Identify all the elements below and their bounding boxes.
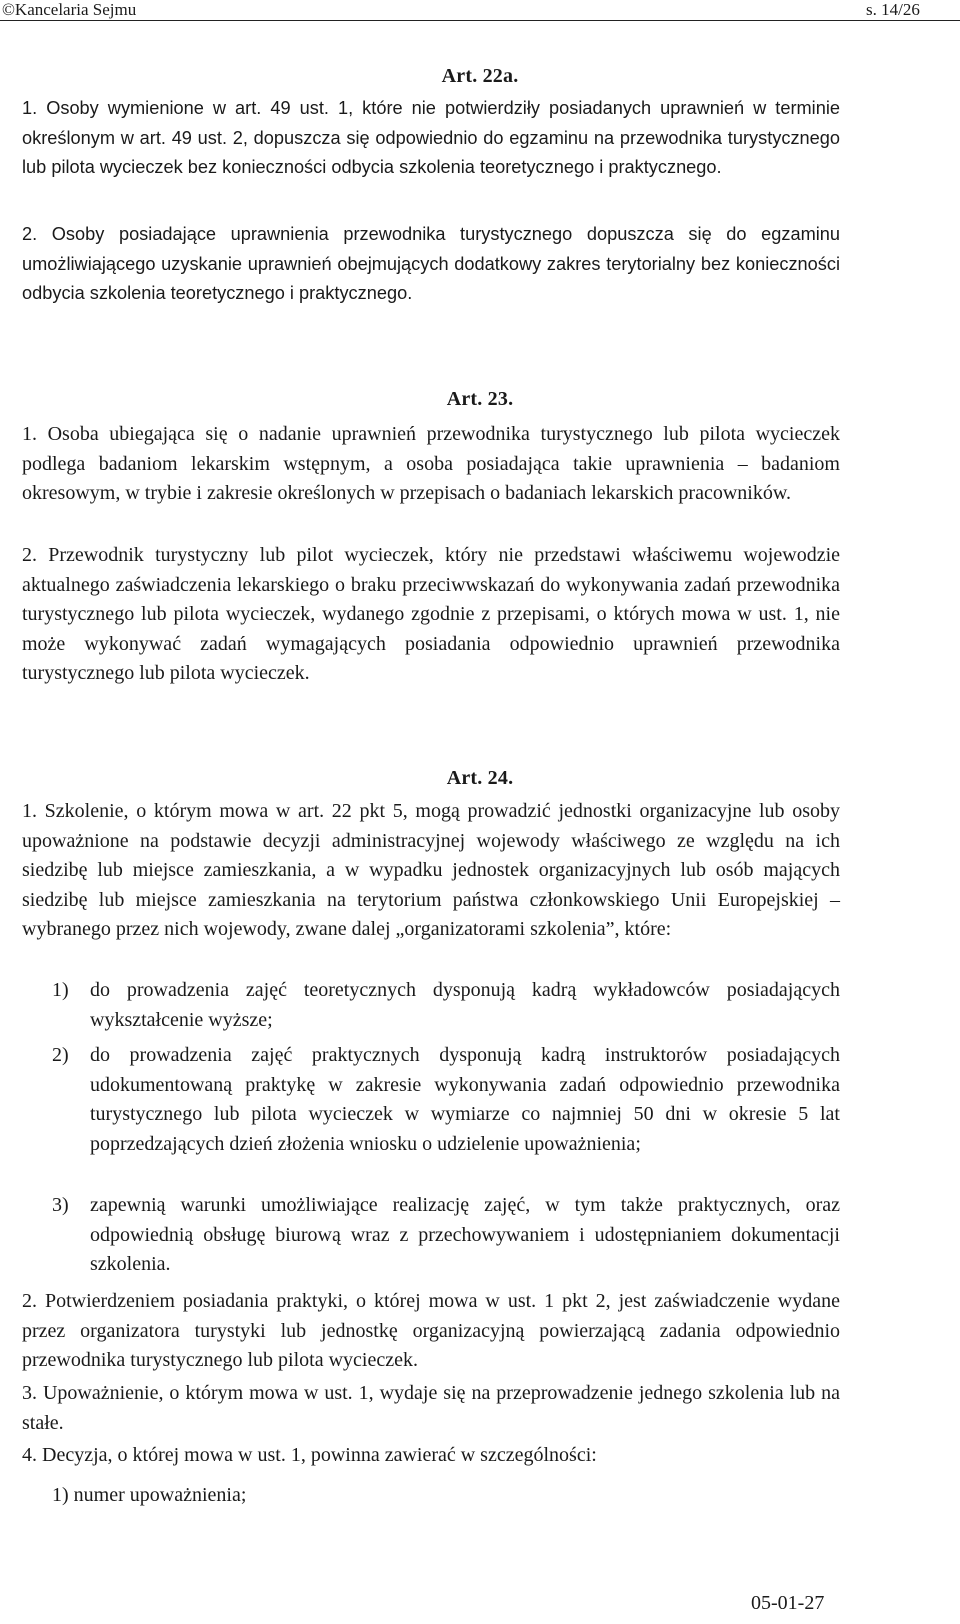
article-23-title: Art. 23.: [446, 388, 514, 410]
header-divider: [0, 20, 960, 21]
article-24-paragraph-2: 2. Potwierdzeniem posiadania praktyki, o której mowa w ust. 1 pkt 2, jest zaświadczenie wydane przez organizatora turystyki lub jednostkę organizacyjną powierzającą zadania odpowiednio przewodnika turystycznego lub pilota wycieczek.: [22, 1290, 840, 1371]
article-22a-paragraph-1: 1. Osoby wymienione w art. 49 ust. 1, które nie potwierdziły posiadanych uprawnień w terminie określonym w art. 49 ust. 2, dopuszcza się odpowiednio do egzaminu na przewodnika turystycznego lub pilota wycieczek bez konieczności odbycia szkolenia teoretycznego i praktycznego.: [22, 98, 840, 177]
article-24-paragraph-4: 4. Decyzja, o której mowa w ust. 1, powinna zawierać w szczególności:: [22, 1444, 597, 1466]
item-number: 2): [52, 1044, 69, 1066]
article-24-paragraph-1: 1. Szkolenie, o którym mowa w art. 22 pkt 5, mogą prowadzić jednostki organizacyjne lub osoby upoważnione na podstawie decyzji administracyjnej wojewody właściwego ze względu na ich siedzibę lub miejsce zamieszkania, a w wypadku jednostek organizacyjnych lub osób mających siedzibę lub miejsce zamieszkania na terytorium państwa członkowskiego Unii Europejskiej – wybranego przez nich wojewody, zwane dalej „organizatorami szkolenia”, które:: [22, 800, 840, 940]
article-24-paragraph-3: 3. Upoważnienie, o którym mowa w ust. 1, wydaje się na przeprowadzenie jednego szkolenia lub na stałe.: [22, 1382, 840, 1434]
article-22a-paragraph-2: 2. Osoby posiadające uprawnienia przewodnika turystycznego dopuszcza się do egzaminu umożliwiającego uzyskanie uprawnień obejmujących dodatkowy zakres terytorialny bez konieczności odbycia szkolenia teoretycznego i praktycznego.: [22, 224, 840, 303]
item-number: 1): [52, 979, 69, 1001]
article-24-paragraph-4-item-1: 1) numer upoważnienia;: [52, 1484, 247, 1506]
article-24-item-1: [52, 976, 840, 1035]
article-24-title: Art. 24.: [446, 767, 514, 789]
article-23-paragraph-2: 2. Przewodnik turystyczny lub pilot wycieczek, który nie przedstawi właściwemu wojewodzie aktualnego zaświadczenia lekarskiego o braku przeciwwskazań do wykonywania zadań przewodnika turystycznego lub pilota wycieczek, wydanego zgodnie z przepisami, o których mowa w ust. 1, nie może wykonywać zadań wymagających posiadania odpowiednio uprawnień przewodnika turystycznego lub pilota wycieczek.: [22, 544, 840, 684]
footer-date: 05-01-27: [751, 1592, 825, 1614]
article-23-paragraph-1: 1. Osoba ubiegająca się o nadanie uprawnień przewodnika turystycznego lub pilota wycieczek podlega badaniom lekarskim wstępnym, a osoba posiadająca takie uprawnienia – badaniom okresowym, w trybie i zakresie określonych w przepisach o badaniach lekarskich pracowników.: [22, 423, 840, 504]
item-number: 3): [52, 1194, 69, 1216]
header-page-number: s. 14/26: [866, 0, 920, 19]
article-24-item-2: [52, 1041, 840, 1159]
item-text: zapewnią warunki umożliwiające realizację zajęć, w tym także praktycznych, oraz odpowiednią obsługę biurową wraz z przechowywaniem i udostępnianiem dokumentacji szkolenia.: [90, 1194, 840, 1275]
header-source: ©Kancelaria Sejmu: [2, 0, 137, 19]
article-24-item-3: [52, 1191, 840, 1280]
item-text: do prowadzenia zajęć praktycznych dysponują kadrą instruktorów posiadających udokumentowaną praktykę w zakresie wykonywania zadań odpowiednio przewodnika turystycznego lub pilota wycieczek w wymiarze co najmniej 50 dni w okresie 5 lat poprzedzających dzień złożenia wniosku o udzielenie upoważnienia;: [90, 1044, 840, 1155]
item-text: do prowadzenia zajęć teoretycznych dysponują kadrą wykładowców posiadających wykształcenie wyższe;: [90, 979, 840, 1031]
article-22a-title: Art. 22a.: [441, 65, 519, 87]
